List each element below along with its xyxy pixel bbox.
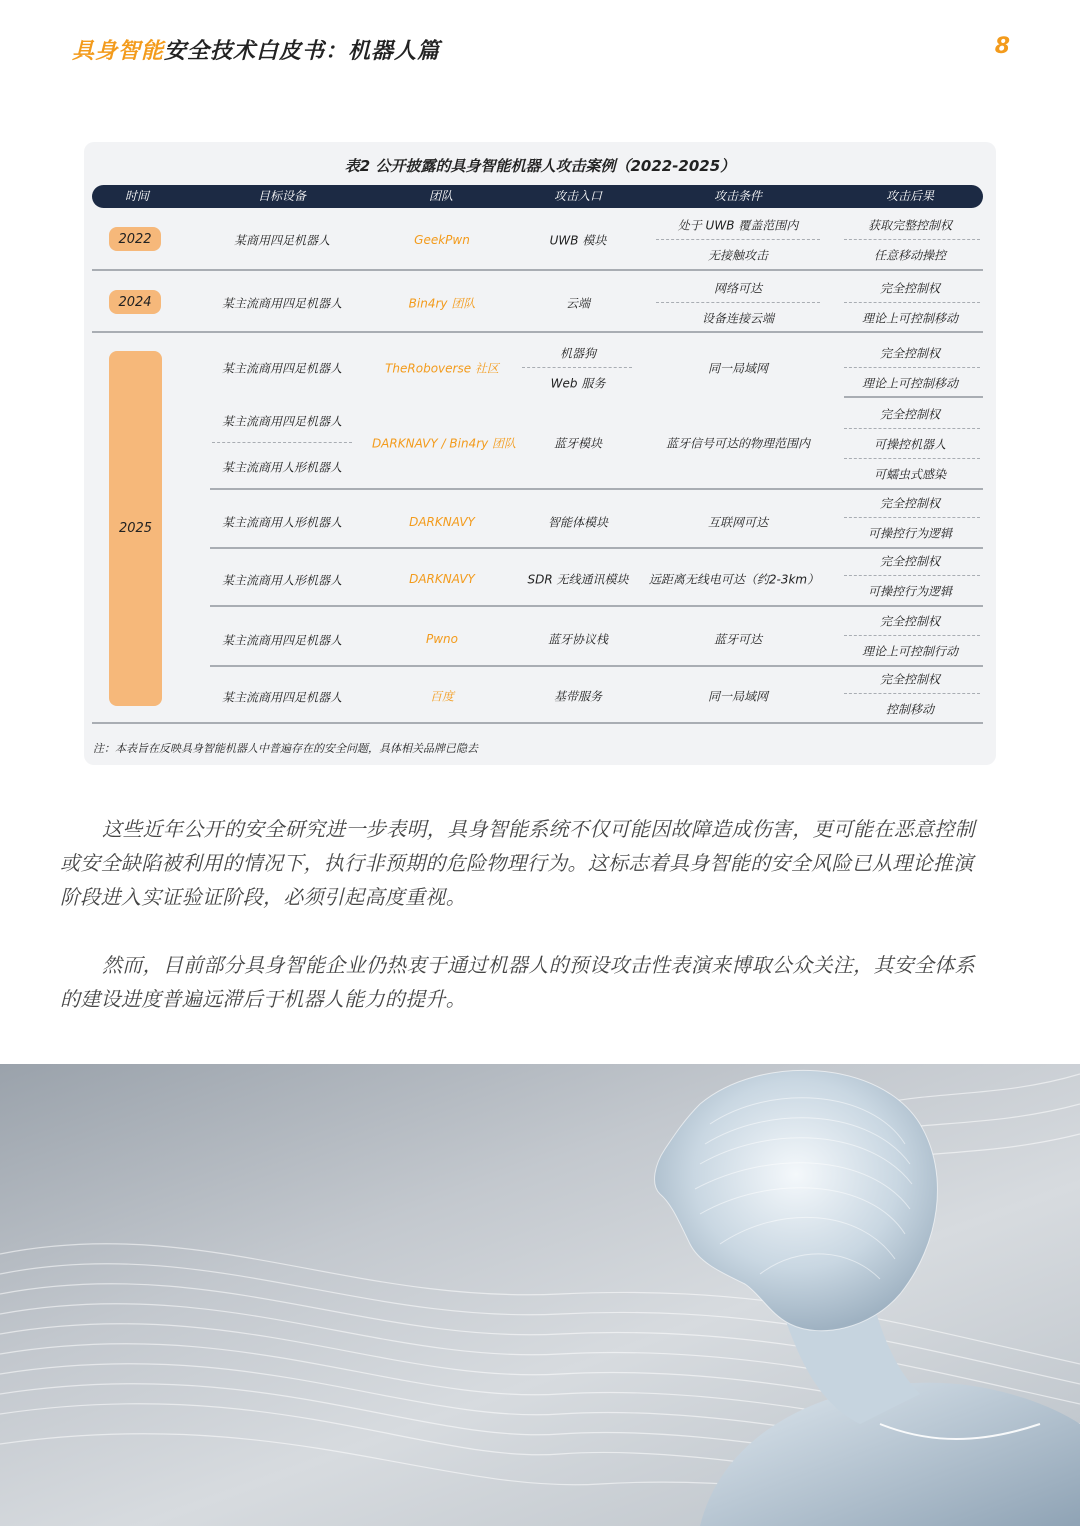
table-cell-result: 可蠕虫式感染	[873, 467, 947, 482]
row-divider-dashed	[844, 635, 980, 636]
row-divider	[844, 396, 983, 398]
table-cell-entry: 蓝牙模块	[553, 436, 603, 451]
table-cell-condition: 同一局域网	[707, 689, 769, 704]
table-cell-entry: 机器狗	[559, 346, 597, 361]
table-cell-result: 获取完整控制权	[867, 218, 953, 233]
row-divider-dashed	[844, 458, 980, 459]
row-divider-dashed	[844, 428, 980, 429]
robot-head	[655, 1070, 938, 1330]
page-number: 8	[994, 34, 1010, 59]
table-cell-team: DARKNAVY	[409, 515, 475, 529]
row-divider-dashed	[844, 575, 980, 576]
table-cell-team: Bin4ry 团队	[408, 296, 476, 311]
row-divider	[92, 331, 983, 333]
table-cell-entry: 智能体模块	[547, 515, 609, 530]
table-cell-device: 某主流商用四足机器人	[221, 414, 343, 429]
table-cell-condition: 处于 UWB 覆盖范围内	[677, 218, 799, 233]
table-cell-condition: 网络可达	[713, 281, 763, 296]
table-cell-entry: 云端	[565, 296, 591, 311]
table-cell-entry: 蓝牙协议栈	[547, 632, 609, 647]
table-cell-device: 某主流商用人形机器人	[221, 460, 343, 475]
table-cell-condition: 无接触攻击	[707, 248, 769, 263]
year-badge-2022: 2022	[109, 227, 161, 251]
table-cell-device: 某主流商用四足机器人	[221, 361, 343, 376]
table-cell-team: TheRoboverse 社区	[385, 361, 499, 376]
row-divider-dashed	[522, 367, 632, 368]
table-cell-entry: SDR 无线通讯模块	[527, 572, 629, 587]
table-cell-device: 某主流商用人形机器人	[221, 515, 343, 530]
row-divider-dashed	[212, 442, 352, 443]
table-cell-result: 完全控制权	[879, 614, 941, 629]
attack-cases-table	[84, 142, 996, 765]
table-cell-entry: 基带服务	[553, 689, 603, 704]
header-time: 时间	[124, 189, 150, 203]
body-paragraph-1: 这些近年公开的安全研究进一步表明，具身智能系统不仅可能因故障造成伤害，更可能在恶意控制或安全缺陷被利用的情况下，执行非预期的危险物理行为。这标志着具身智能的安全风险已从理论推演阶段进入实证验证阶段，必须引起高度重视。	[60, 817, 975, 909]
table-cell-result: 可操控行为逻辑	[867, 584, 953, 599]
row-divider-dashed	[844, 302, 980, 303]
row-divider-dashed	[844, 517, 980, 518]
table-cell-result: 理论上可控制行动	[861, 644, 959, 659]
table-cell-result: 理论上可控制移动	[861, 311, 959, 326]
table-cell-entry: UWB 模块	[549, 233, 607, 248]
table-cell-result: 完全控制权	[879, 346, 941, 361]
row-divider	[92, 269, 983, 271]
header-title-accent: 具身智能	[72, 39, 165, 64]
table-cell-condition: 同一局域网	[707, 361, 769, 376]
header-result: 攻击后果	[885, 189, 935, 203]
table-cell-condition: 设备连接云端	[701, 311, 775, 326]
table-note: 注：本表旨在反映具身智能机器人中普遍存在的安全问题，具体相关品牌已隐去	[93, 742, 478, 755]
table-cell-result: 可操控机器人	[873, 437, 947, 452]
table-cell-condition: 互联网可达	[707, 515, 769, 530]
row-divider-dashed	[656, 302, 820, 303]
header-title	[72, 39, 440, 64]
table-cell-team: DARKNAVY	[409, 572, 475, 586]
row-divider-dashed	[844, 239, 980, 240]
table-cell-result: 控制移动	[885, 702, 935, 717]
table-cell-condition: 蓝牙可达	[713, 632, 763, 647]
row-divider-dashed	[844, 367, 980, 368]
table-cell-device: 某商用四足机器人	[233, 233, 331, 248]
table-cell-result: 完全控制权	[879, 281, 941, 296]
page-header	[72, 34, 1010, 66]
table-cell-result: 理论上可控制移动	[861, 376, 959, 391]
table-header-row	[92, 185, 983, 208]
table-cell-condition: 蓝牙信号可达的物理范围内	[665, 436, 811, 451]
table-cell-result: 完全控制权	[879, 496, 941, 511]
table-cell-result: 完全控制权	[879, 407, 941, 422]
body-paragraph-2: 然而，目前部分具身智能企业仍热衷于通过机器人的预设攻击性表演来博取公众关注，其安全体系的建设进度普遍远滞后于机器人能力的提升。	[60, 953, 975, 1011]
table-cell-device: 某主流商用人形机器人	[221, 573, 343, 588]
year-badge-2025: 2025	[109, 351, 162, 706]
table-cell-device: 某主流商用四足机器人	[221, 690, 343, 705]
year-badge-2024: 2024	[109, 290, 161, 314]
header-device: 目标设备	[257, 189, 307, 203]
header-entry: 攻击入口	[553, 189, 603, 203]
row-divider	[210, 547, 983, 549]
table-cell-team: 百度	[429, 689, 455, 704]
row-divider-dashed	[844, 693, 980, 694]
header-condition: 攻击条件	[713, 189, 763, 203]
table-cell-team: Pwno	[426, 632, 458, 646]
table-cell-team: DARKNAVY / Bin4ry 团队	[371, 436, 517, 451]
row-divider	[92, 722, 983, 724]
humanoid-robot-illustration	[0, 1064, 1080, 1526]
hero-artwork	[0, 1064, 1080, 1526]
row-divider	[210, 488, 983, 490]
row-divider-dashed	[656, 239, 820, 240]
table-cell-result: 完全控制权	[879, 554, 941, 569]
table-cell-device: 某主流商用四足机器人	[221, 633, 343, 648]
header-team: 团队	[428, 189, 454, 203]
table-cell-device: 某主流商用四足机器人	[221, 296, 343, 311]
table-cell-condition: 远距离无线电可达（约2-3km）	[648, 572, 820, 587]
table-cell-result: 任意移动操控	[873, 248, 947, 263]
header-title-rest: 安全技术白皮书：机器人篇	[164, 39, 441, 64]
row-divider	[210, 665, 983, 667]
table-cell-entry: Web 服务	[550, 376, 606, 391]
table-cell-result: 可操控行为逻辑	[867, 526, 953, 541]
table-cell-result: 完全控制权	[879, 672, 941, 687]
row-divider	[210, 605, 983, 607]
table-cell-team: GeekPwn	[414, 233, 470, 247]
table-title: 表2 公开披露的具身智能机器人攻击案例（2022-2025）	[344, 157, 736, 175]
